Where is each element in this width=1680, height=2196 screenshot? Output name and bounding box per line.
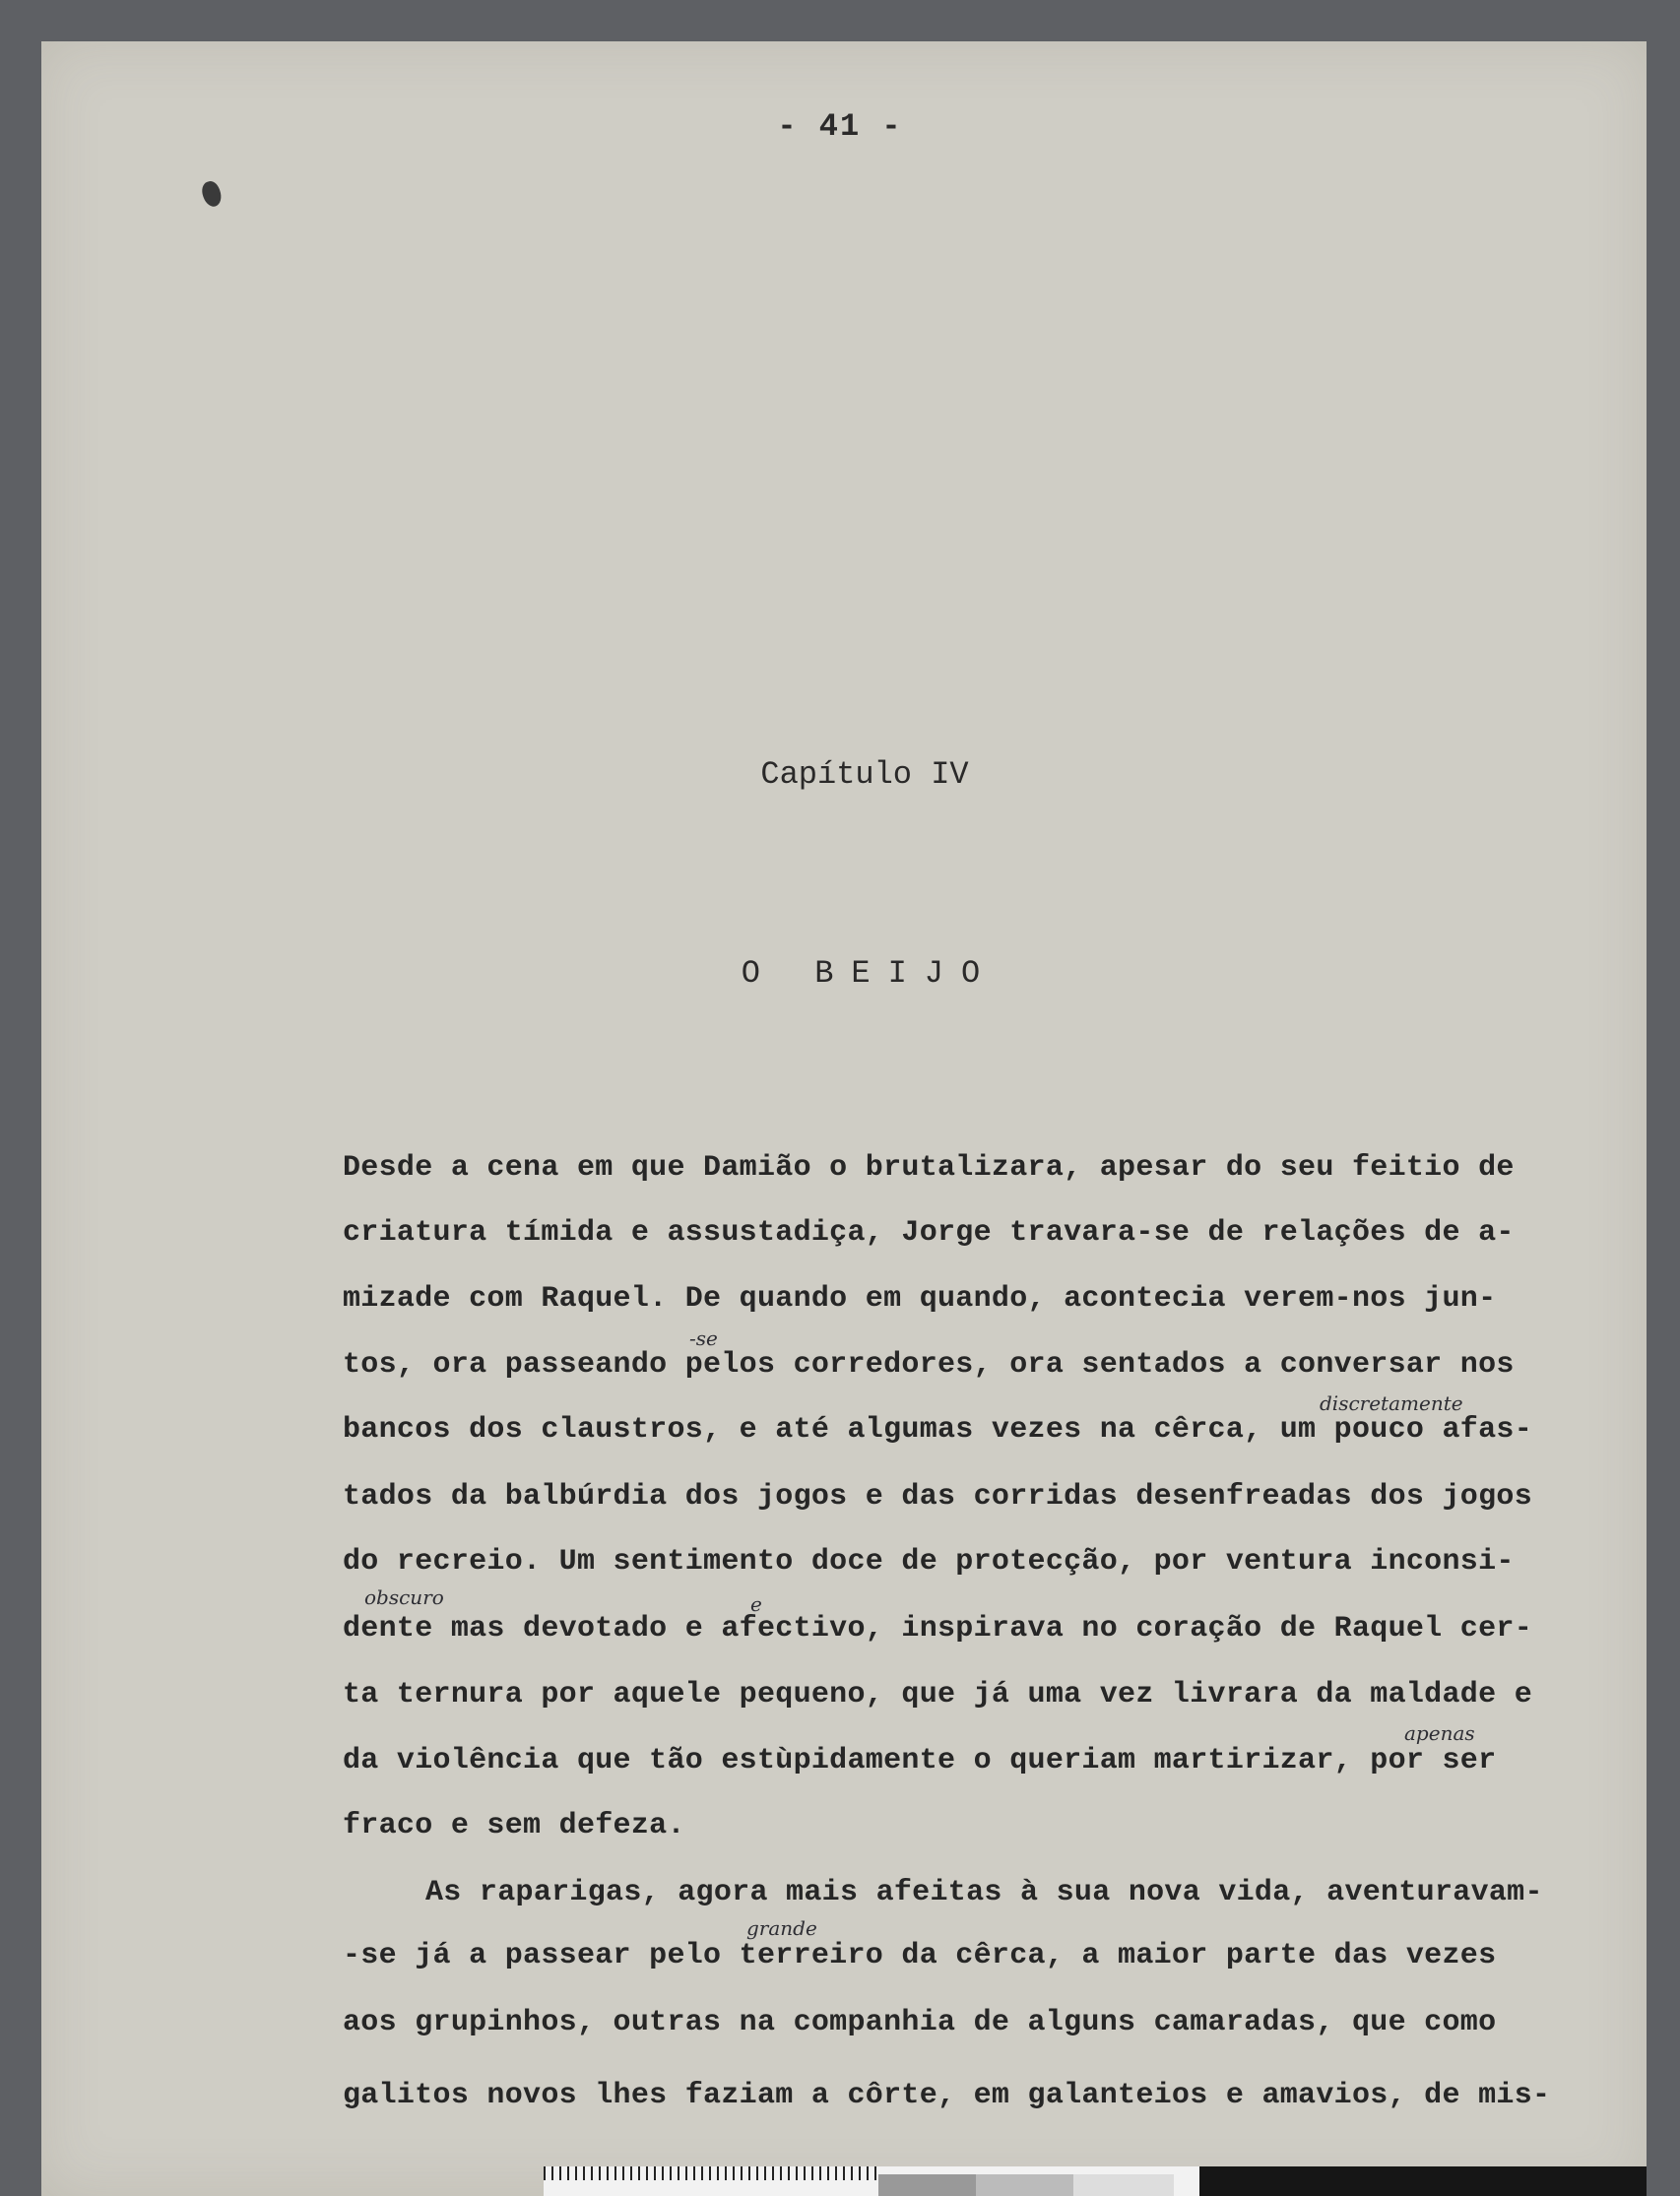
text-line: aos grupinhos, outras na companhia de alguns camaradas, que como [343,2006,1497,2039]
text-line: mizade com Raquel. De quando em quando, acontecia verem-nos jun- [343,1282,1497,1316]
text-line: tos, ora passeando pelos corredores, ora sentados a conversar nos [343,1348,1515,1382]
ruler-ticks [544,2166,878,2180]
text-line: fraco e sem defeza. [343,1809,685,1842]
text-line: -se já a passear pelo terreiro da cêrca, a maior parte das vezes [343,1939,1497,1972]
text-line: galitos novos lhes faziam a côrte, em galanteios e amavios, de mis- [343,2079,1551,2112]
text-line: dente mas devotado e afectivo, inspirava no coração de Raquel cer- [343,1612,1532,1646]
handwritten-insertion: discretamente [1320,1391,1463,1415]
text-line: bancos dos claustros, e até algumas vezes na cêrca, um pouco afas- [343,1413,1532,1447]
handwritten-insertion: obscuro [364,1585,444,1609]
text-line: Desde a cena em que Damião o brutalizara, apesar do seu feitio de [343,1151,1515,1185]
text-line: As raparigas, agora mais afeitas à sua nova vida, aventuravam- [425,1876,1543,1909]
chapter-heading: Capítulo IV [760,756,969,793]
handwritten-insertion: -se [689,1326,718,1350]
text-line: criatura tímida e assustadiça, Jorge travara-se de relações de a- [343,1216,1515,1250]
handwritten-insertion: e [750,1592,762,1616]
text-line: da violência que tão estùpidamente o queriam martirizar, por ser [343,1744,1497,1777]
handwritten-insertion: grande [746,1916,817,1940]
chapter-title: O BEIJO [741,955,999,992]
page-number: - 41 - [777,108,903,145]
handwritten-insertion: apenas [1404,1721,1475,1745]
gray-scale-patch [878,2174,1174,2196]
text-line: ta ternura por aquele pequeno, que já uma vez livrara da maldade e [343,1678,1532,1712]
text-line: do recreio. Um sentimento doce de protecção, por ventura inconsi- [343,1545,1515,1579]
color-target-dark [1199,2166,1647,2196]
text-line: tados da balbúrdia dos jogos e das corridas desenfreadas dos jogos [343,1480,1532,1514]
